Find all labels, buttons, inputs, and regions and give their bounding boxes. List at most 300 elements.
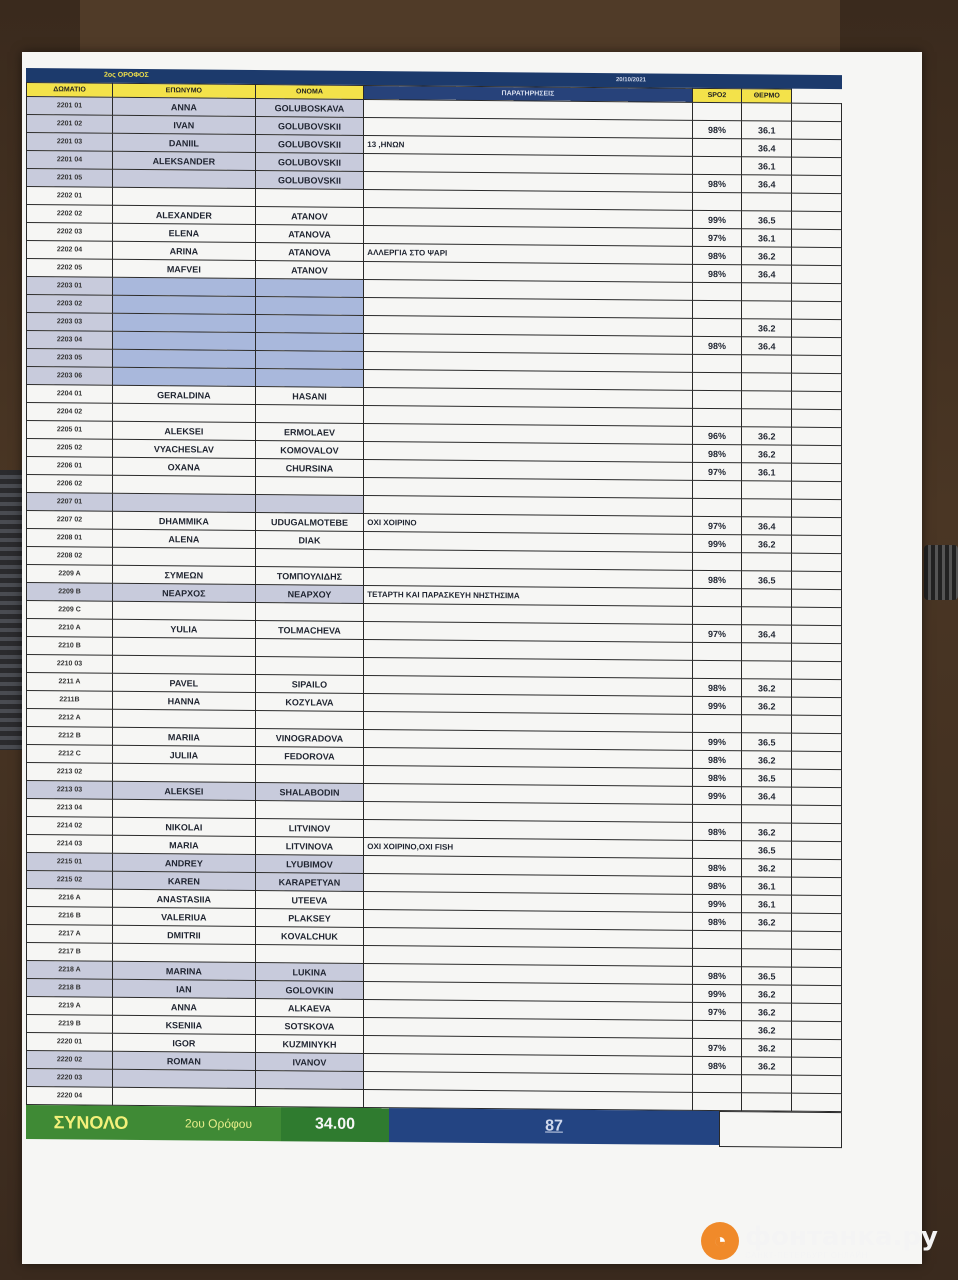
room-cell: 2212 A [27,709,113,728]
room-cell: 2214 02 [27,817,113,836]
watermark-text [745,1223,938,1260]
extra-cell [792,787,842,805]
last-name-cell [255,350,364,369]
room-cell: 2201 05 [27,169,113,188]
room-cell: 2205 02 [27,439,113,458]
room-cell: 2220 04 [27,1087,113,1106]
last-name-cell [255,638,364,657]
extra-cell [792,931,842,949]
last-name-cell: GOLUBOSKAVA [255,98,364,117]
first-name-cell: ANNA [113,997,256,1016]
extra-cell [792,1003,842,1021]
extra-cell [792,1093,842,1111]
extra-cell [792,625,842,643]
temp-cell: 36.2 [742,427,792,445]
extra-cell [792,895,842,913]
spo2-cell: 99% [692,894,742,912]
first-name-cell: GERALDINA [113,385,256,404]
temp-cell: 36.5 [742,571,792,589]
watermark-name: фонтанка.ру [745,1221,938,1252]
total-row [26,1105,842,1146]
room-cell: 2216 B [27,907,113,926]
first-name-cell: ALEXANDER [113,205,256,224]
room-cell: 2202 03 [27,223,113,242]
spo2-cell [692,840,742,858]
first-name-cell [113,403,256,422]
temp-cell: 36.5 [742,211,792,229]
spo2-cell [692,390,742,408]
spo2-cell [692,372,742,390]
room-cell: 2211B [27,691,113,710]
last-name-cell: GOLUBOVSKII [255,152,364,171]
last-name-cell [255,278,364,297]
paper-sheet [22,52,922,1264]
header-notes: ΠΑΡΑΤΗΡΗΣΕΙΣ [364,85,692,102]
temp-cell [742,283,792,301]
last-name-cell [255,764,364,783]
temp-cell: 36.2 [742,1057,792,1075]
last-name-cell [255,548,364,567]
extra-cell [792,913,842,931]
total-count: 87 [389,1108,719,1145]
last-name-cell [255,1070,364,1089]
notes-cell: ΟΧΙ ΧΟΙΡΙΝΟ [364,513,692,534]
first-name-cell [113,475,256,494]
first-name-cell [113,655,256,674]
extra-cell [792,751,842,769]
first-name-cell: ELENA [113,223,256,242]
first-name-cell [113,493,256,512]
spo2-cell: 97% [692,1038,742,1056]
first-name-cell [113,349,256,368]
sheet-date: 20/10/2021 [615,77,646,84]
first-name-cell: MARIA [113,835,256,854]
watermark-logo [701,1222,938,1260]
extra-cell [792,463,842,481]
extra-cell [792,733,842,751]
temp-cell [742,391,792,409]
temp-cell: 36.1 [742,463,792,481]
extra-cell [792,823,842,841]
extra-cell [792,103,842,121]
first-name-cell: ANASTASIIA [113,889,256,908]
spo2-cell: 99% [692,696,742,714]
spo2-cell: 98% [692,966,742,984]
temp-cell [742,661,792,679]
extra-cell [792,409,842,427]
room-cell: 2220 03 [27,1069,113,1088]
temp-cell: 36.2 [742,445,792,463]
last-name-cell: ERMOLAEV [255,422,364,441]
first-name-cell: ROMAN [113,1051,256,1070]
room-cell: 2212 C [27,745,113,764]
notes-cell: ΤΕΤΑΡΤΗ ΚΑΙ ΠΑΡΑΣΚΕΥΗ ΝΗΣΤΗΣΙΜΑ [364,585,692,606]
last-name-cell: GOLUBOVSKII [255,170,364,189]
table-body [27,97,842,1112]
first-name-cell: MAFVEI [113,259,256,278]
first-name-cell [113,277,256,296]
temp-cell: 36.2 [742,1039,792,1057]
extra-cell [792,247,842,265]
last-name-cell [255,368,364,387]
last-name-cell: LITVINOVA [255,836,364,855]
extra-cell [792,229,842,247]
temp-cell: 36.2 [742,985,792,1003]
notes-cell: ΟΧΙ ΧΟΙΡΙΝΟ,ΟΧΙ FISH [364,837,692,858]
extra-cell [792,1039,842,1057]
temp-cell [742,589,792,607]
extra-cell [792,211,842,229]
temp-cell: 36.4 [742,625,792,643]
spo2-cell: 97% [692,516,742,534]
temp-cell: 36.5 [742,769,792,787]
first-name-cell [113,1087,256,1106]
spo2-cell: 97% [692,462,742,480]
temp-cell: 36.1 [742,121,792,139]
temp-cell: 36.2 [742,1021,792,1039]
room-cell: 2218 A [27,961,113,980]
header-first: ΕΠΩΝΥΜΟ [113,83,256,98]
last-name-cell [255,296,364,315]
spo2-cell: 98% [692,858,742,876]
first-name-cell: DHAMMIKA [113,511,256,530]
last-name-cell: ATANOVA [255,242,364,261]
temp-cell: 36.4 [742,265,792,283]
spo2-cell [692,354,742,372]
last-name-cell: ALKAEVA [255,998,364,1017]
temp-cell: 36.2 [742,679,792,697]
fontanka-logo-icon: ◔ [701,1222,739,1260]
first-name-cell [113,943,256,962]
temp-cell [742,715,792,733]
temp-cell [742,481,792,499]
last-name-cell [255,332,364,351]
temp-cell: 36.2 [742,859,792,877]
first-name-cell: ARINA [113,241,256,260]
room-cell: 2216 A [27,889,113,908]
extra-cell [792,499,842,517]
last-name-cell: UDUGALMOTEBE [255,512,364,531]
room-cell: 2217 A [27,925,113,944]
temp-cell: 36.5 [742,967,792,985]
spo2-cell [692,408,742,426]
spo2-cell [692,930,742,948]
spo2-cell: 98% [692,120,742,138]
temp-cell: 36.2 [742,751,792,769]
room-cell: 2213 03 [27,781,113,800]
last-name-cell: SHALABODIN [255,782,364,801]
spo2-cell: 98% [692,444,742,462]
first-name-cell [113,169,256,188]
first-name-cell [113,547,256,566]
spo2-cell [692,714,742,732]
temp-cell: 36.1 [742,157,792,175]
first-name-cell: JULIIA [113,745,256,764]
watermark-sub: САНКТ-ПЕТЕРБУРГ ОНЛАЙН [745,1250,868,1260]
room-cell: 2201 01 [27,97,113,116]
temp-cell [742,193,792,211]
spo2-cell: 98% [692,822,742,840]
extra-cell [792,661,842,679]
extra-cell [792,301,842,319]
spo2-cell [692,282,742,300]
last-name-cell [255,1088,364,1107]
room-cell: 2204 02 [27,403,113,422]
spo2-cell [692,300,742,318]
last-name-cell [255,494,364,513]
total-floor: 2ου Ορόφου [156,1106,281,1141]
spo2-cell: 98% [692,768,742,786]
first-name-cell [113,331,256,350]
extra-cell [792,679,842,697]
last-name-cell [255,800,364,819]
spo2-cell: 98% [692,912,742,930]
temp-cell [742,949,792,967]
room-cell: 2203 03 [27,313,113,332]
extra-cell [792,877,842,895]
sheet-title: 2ος ΟΡΟΦΟΣ [104,71,149,80]
total-label: ΣΥΝΟΛΟ [26,1105,156,1140]
room-cell: 2210 B [27,637,113,656]
extra-cell [792,283,842,301]
last-name-cell [255,656,364,675]
spo2-cell: 99% [692,534,742,552]
notes-cell [364,1089,692,1110]
first-name-cell: IVAN [113,115,256,134]
spo2-cell [692,804,742,822]
temp-cell: 36.1 [742,895,792,913]
extra-cell [792,319,842,337]
spo2-cell [692,660,742,678]
extra-cell [792,967,842,985]
room-cell: 2206 02 [27,475,113,494]
last-name-cell: KOMOVALOV [255,440,364,459]
last-name-cell [255,476,364,495]
temp-cell [742,1093,792,1111]
first-name-cell [113,637,256,656]
device-edge-left [0,470,22,750]
last-name-cell: ATANOV [255,206,364,225]
last-name-cell [255,314,364,333]
temp-cell: 36.2 [742,535,792,553]
temp-cell: 36.1 [742,229,792,247]
extra-cell [792,157,842,175]
first-name-cell: ΣΥΜΕΩΝ [113,565,256,584]
temp-cell: 36.2 [742,697,792,715]
room-cell: 2215 01 [27,853,113,872]
spo2-cell [692,192,742,210]
room-cell: 2202 05 [27,259,113,278]
last-name-cell: UTEEVA [255,890,364,909]
first-name-cell [113,799,256,818]
spo2-cell [692,318,742,336]
spo2-cell [692,552,742,570]
last-name-cell: LITVINOV [255,818,364,837]
spo2-cell: 99% [692,732,742,750]
temp-cell [742,103,792,121]
last-name-cell: KARAPETYAN [255,872,364,891]
spo2-cell: 99% [692,786,742,804]
first-name-cell: VALERIUA [113,907,256,926]
first-name-cell: MARIIA [113,727,256,746]
extra-cell [792,427,842,445]
spo2-cell: 98% [692,174,742,192]
spo2-cell: 98% [692,336,742,354]
room-cell: 2201 02 [27,115,113,134]
spo2-cell: 96% [692,426,742,444]
last-name-cell [255,602,364,621]
temp-cell [742,931,792,949]
room-cell: 2215 02 [27,871,113,890]
extra-cell [792,265,842,283]
temp-cell: 36.1 [742,877,792,895]
room-cell: 2209 C [27,601,113,620]
room-cell: 2218 B [27,979,113,998]
first-name-cell: ANDREY [113,853,256,872]
temp-cell [742,499,792,517]
temp-cell [742,409,792,427]
last-name-cell: KOVALCHUK [255,926,364,945]
spo2-cell [692,138,742,156]
spo2-cell [692,498,742,516]
first-name-cell: ALEKSANDER [113,151,256,170]
first-name-cell [113,295,256,314]
room-cell: 2202 01 [27,187,113,206]
room-cell: 2207 01 [27,493,113,512]
extra-cell [792,139,842,157]
first-name-cell [113,187,256,206]
room-cell: 2203 04 [27,331,113,350]
last-name-cell: LYUBIMOV [255,854,364,873]
last-name-cell [255,944,364,963]
spo2-cell: 99% [692,210,742,228]
temp-cell: 36.5 [742,841,792,859]
extra-cell [792,607,842,625]
extra-cell [792,769,842,787]
extra-cell [792,535,842,553]
last-name-cell: PLAKSEY [255,908,364,927]
spo2-cell [692,102,742,120]
last-name-cell: SIPAILO [255,674,364,693]
first-name-cell: PAVEL [113,673,256,692]
temp-cell: 36.4 [742,337,792,355]
last-name-cell: IVANOV [255,1052,364,1071]
first-name-cell: KAREN [113,871,256,890]
extra-cell [792,1075,842,1093]
spo2-cell: 98% [692,678,742,696]
first-name-cell: YULIA [113,619,256,638]
room-cell: 2204 01 [27,385,113,404]
first-name-cell: KSENIIA [113,1015,256,1034]
extra-cell [792,985,842,1003]
first-name-cell: ANNA [113,97,256,116]
spo2-cell: 98% [692,570,742,588]
guest-table [26,82,842,1112]
room-cell: 2205 01 [27,421,113,440]
extra-cell [792,589,842,607]
temp-cell [742,643,792,661]
first-name-cell: IGOR [113,1033,256,1052]
header-spo2: SPO2 [692,88,742,102]
room-cell: 2202 04 [27,241,113,260]
total-empty-cell [719,1111,842,1148]
last-name-cell [255,188,364,207]
room-cell: 2217 B [27,943,113,962]
extra-cell [792,841,842,859]
first-name-cell [113,1069,256,1088]
first-name-cell: OXANA [113,457,256,476]
last-name-cell: ΤΟΜΠΟΥΛΙΔΗΣ [255,566,364,585]
extra-cell [792,445,842,463]
room-cell: 2219 B [27,1015,113,1034]
first-name-cell [113,367,256,386]
extra-cell [792,355,842,373]
extra-cell [792,1057,842,1075]
temp-cell [742,301,792,319]
first-name-cell [113,709,256,728]
extra-cell [792,697,842,715]
last-name-cell: CHURSINA [255,458,364,477]
notes-cell: 13 ,ΗΝΩΝ [364,135,692,156]
extra-cell [792,805,842,823]
temp-cell [742,1075,792,1093]
room-cell: 2208 02 [27,547,113,566]
last-name-cell: HASANI [255,386,364,405]
room-list-sheet [26,68,842,1146]
spo2-cell [692,1092,742,1110]
last-name-cell: KUZMINYKH [255,1034,364,1053]
spo2-cell [692,1020,742,1038]
spo2-cell: 98% [692,876,742,894]
extra-cell [792,337,842,355]
device-edge-right [924,545,958,600]
room-cell: 2220 01 [27,1033,113,1052]
spo2-cell [692,948,742,966]
room-cell: 2219 A [27,997,113,1016]
last-name-cell: ATANOVA [255,224,364,243]
spo2-cell: 98% [692,264,742,282]
temp-cell [742,355,792,373]
room-cell: 2213 04 [27,799,113,818]
spo2-cell: 98% [692,246,742,264]
spo2-cell [692,588,742,606]
room-cell: 2201 04 [27,151,113,170]
spo2-cell [692,1074,742,1092]
last-name-cell: TOLMACHEVA [255,620,364,639]
first-name-cell: DANIIL [113,133,256,152]
extra-cell [792,481,842,499]
room-cell: 2209 A [27,565,113,584]
temp-cell [742,805,792,823]
room-cell: 2203 02 [27,295,113,314]
first-name-cell: VYACHESLAV [113,439,256,458]
header-room: ΔΩΜΑΤΙΟ [27,83,113,98]
temp-cell: 36.4 [742,787,792,805]
last-name-cell: DIAK [255,530,364,549]
temp-cell: 36.5 [742,733,792,751]
room-cell: 2207 02 [27,511,113,530]
notes-cell: ΑΛΛΕΡΓΙΑ ΣΤΟ ΨΑΡΙ [364,243,692,264]
extra-cell [792,715,842,733]
header-spacer [792,89,842,103]
extra-cell [792,553,842,571]
total-value: 34.00 [281,1107,389,1142]
first-name-cell: IAN [113,979,256,998]
first-name-cell: ALEKSEI [113,781,256,800]
room-cell: 2203 06 [27,367,113,386]
first-name-cell: HANNA [113,691,256,710]
last-name-cell: VINOGRADOVA [255,728,364,747]
